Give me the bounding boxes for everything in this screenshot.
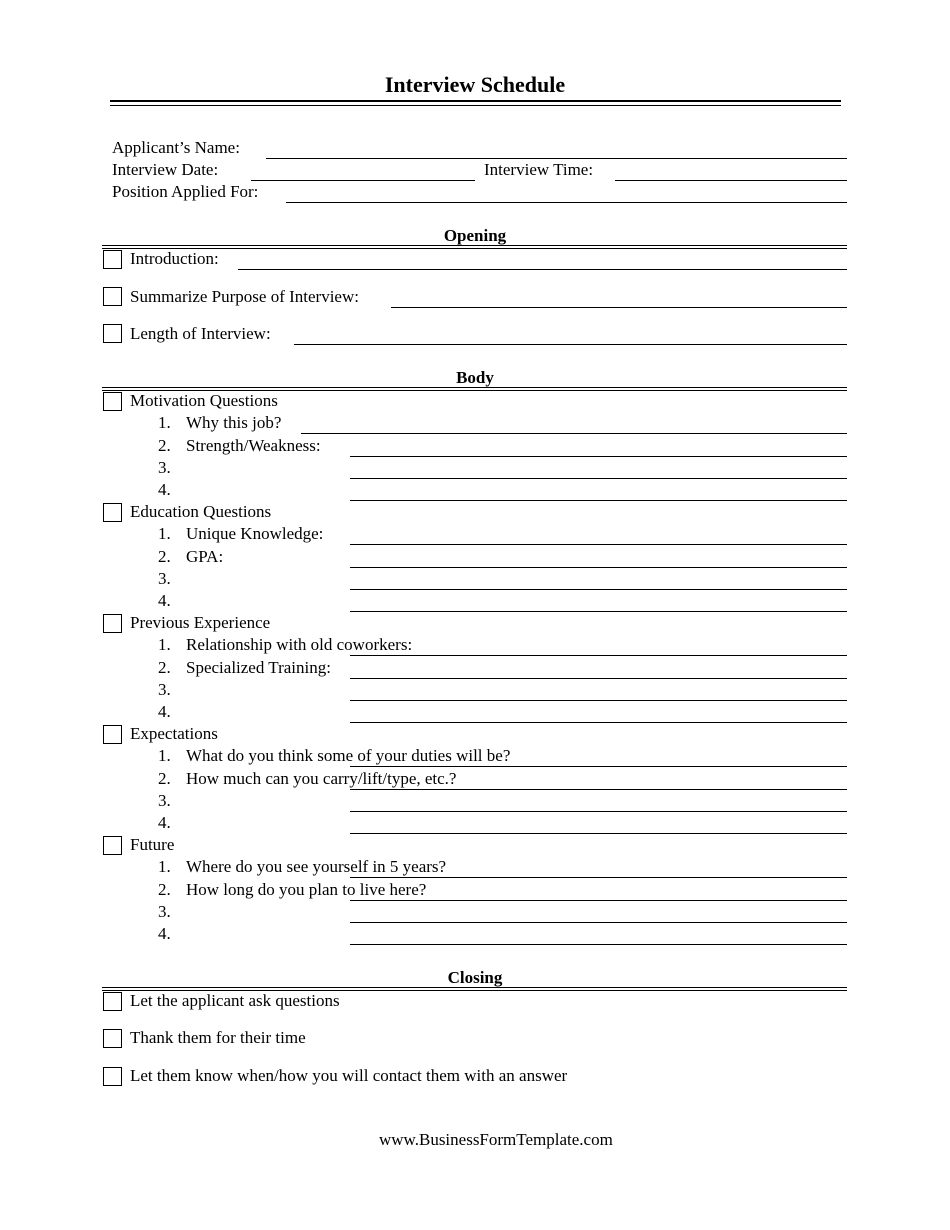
previous-experience-question-number: 2. [158, 657, 171, 677]
purpose-field[interactable] [391, 285, 847, 308]
expectations-checkbox[interactable] [103, 725, 122, 744]
future-label: Future [130, 835, 175, 854]
closing-thanks-label: Thank them for their time [130, 1028, 306, 1047]
previous-experience-question-number: 4. [158, 702, 171, 722]
interview-time-field[interactable] [615, 158, 847, 181]
interview-time-label: Interview Time: [484, 160, 594, 179]
expectations-answer-field[interactable] [350, 767, 847, 790]
future-answer-field[interactable] [350, 900, 847, 923]
education-questions-answer-field[interactable] [350, 567, 847, 590]
introduction-label: Introduction: [130, 249, 219, 268]
motivation-questions-question-text: Why this job? [186, 413, 282, 433]
motivation-questions-checkbox[interactable] [103, 392, 122, 411]
body-rule-top [102, 387, 847, 388]
education-questions-label: Education Questions [130, 502, 272, 521]
future-question-text: Where do you see yourself in 5 years? [186, 857, 447, 877]
future-question-text: How long do you plan to live here? [186, 879, 427, 899]
section-title-body: Body [456, 368, 494, 387]
motivation-questions-answer-field[interactable] [350, 434, 847, 457]
purpose-label: Summarize Purpose of Interview: [130, 287, 359, 306]
introduction-checkbox[interactable] [103, 250, 122, 269]
page-title: Interview Schedule [384, 72, 566, 97]
motivation-questions-question-number: 4. [158, 480, 171, 500]
previous-experience-answer-field[interactable] [350, 633, 847, 656]
motivation-questions-answer-field[interactable] [350, 456, 847, 479]
previous-experience-label: Previous Experience [130, 613, 271, 632]
closing-questions-checkbox[interactable] [103, 992, 122, 1011]
future-answer-field[interactable] [350, 855, 847, 878]
education-questions-checkbox[interactable] [103, 503, 122, 522]
applicant-name-field[interactable] [266, 136, 847, 159]
education-questions-question-number: 3. [158, 568, 171, 588]
previous-experience-question-number: 3. [158, 679, 171, 699]
future-answer-field[interactable] [350, 878, 847, 901]
expectations-question-text: What do you think some of your duties will be? [186, 746, 511, 766]
motivation-questions-question-number: 3. [158, 457, 171, 477]
closing-rule-top [102, 987, 847, 988]
education-questions-question-text: GPA: [186, 546, 224, 566]
interview-date-field[interactable] [251, 158, 475, 181]
previous-experience-question-number: 1. [158, 635, 171, 655]
motivation-questions-label: Motivation Questions [130, 391, 278, 410]
title-rule-bottom [110, 105, 841, 106]
education-questions-answer-field[interactable] [350, 522, 847, 545]
future-question-number: 3. [158, 901, 171, 921]
motivation-questions-answer-field[interactable] [301, 411, 847, 434]
applicant-name-label: Applicant’s Name: [112, 138, 240, 157]
position-label: Position Applied For: [112, 182, 259, 201]
expectations-question-number: 1. [158, 746, 171, 766]
section-title-closing: Closing [447, 968, 503, 987]
education-questions-question-text: Unique Knowledge: [186, 524, 324, 544]
interview-date-label: Interview Date: [112, 160, 219, 179]
title-rule-top [110, 100, 841, 102]
education-questions-question-number: 2. [158, 546, 171, 566]
purpose-checkbox[interactable] [103, 287, 122, 306]
position-field[interactable] [286, 180, 847, 203]
expectations-answer-field[interactable] [350, 811, 847, 834]
closing-questions-label: Let the applicant ask questions [130, 991, 340, 1010]
expectations-question-number: 3. [158, 790, 171, 810]
future-checkbox[interactable] [103, 836, 122, 855]
closing-contact-label: Let them know when/how you will contact them with an answer [130, 1066, 568, 1085]
expectations-answer-field[interactable] [350, 744, 847, 767]
length-checkbox[interactable] [103, 324, 122, 343]
education-questions-question-number: 1. [158, 524, 171, 544]
previous-experience-answer-field[interactable] [350, 700, 847, 723]
previous-experience-answer-field[interactable] [350, 656, 847, 679]
introduction-field[interactable] [238, 247, 847, 270]
length-field[interactable] [294, 322, 847, 345]
expectations-question-number: 2. [158, 768, 171, 788]
education-questions-answer-field[interactable] [350, 545, 847, 568]
section-title-opening: Opening [443, 226, 507, 245]
future-question-number: 4. [158, 924, 171, 944]
closing-contact-checkbox[interactable] [103, 1067, 122, 1086]
length-label: Length of Interview: [130, 324, 271, 343]
previous-experience-checkbox[interactable] [103, 614, 122, 633]
expectations-label: Expectations [130, 724, 218, 743]
motivation-questions-question-number: 1. [158, 413, 171, 433]
motivation-questions-answer-field[interactable] [350, 478, 847, 501]
future-question-number: 1. [158, 857, 171, 877]
previous-experience-question-text: Specialized Training: [186, 657, 331, 677]
motivation-questions-question-number: 2. [158, 435, 171, 455]
expectations-question-number: 4. [158, 813, 171, 833]
closing-thanks-checkbox[interactable] [103, 1029, 122, 1048]
education-questions-answer-field[interactable] [350, 589, 847, 612]
motivation-questions-question-text: Strength/Weakness: [186, 435, 321, 455]
expectations-question-text: How much can you carry/lift/type, etc.? [186, 768, 457, 788]
expectations-answer-field[interactable] [350, 789, 847, 812]
future-question-number: 2. [158, 879, 171, 899]
previous-experience-answer-field[interactable] [350, 678, 847, 701]
opening-rule-top [102, 245, 847, 246]
education-questions-question-number: 4. [158, 591, 171, 611]
previous-experience-question-text: Relationship with old coworkers: [186, 635, 413, 655]
future-answer-field[interactable] [350, 922, 847, 945]
footer-website: www.BusinessFormTemplate.com [379, 1130, 613, 1149]
